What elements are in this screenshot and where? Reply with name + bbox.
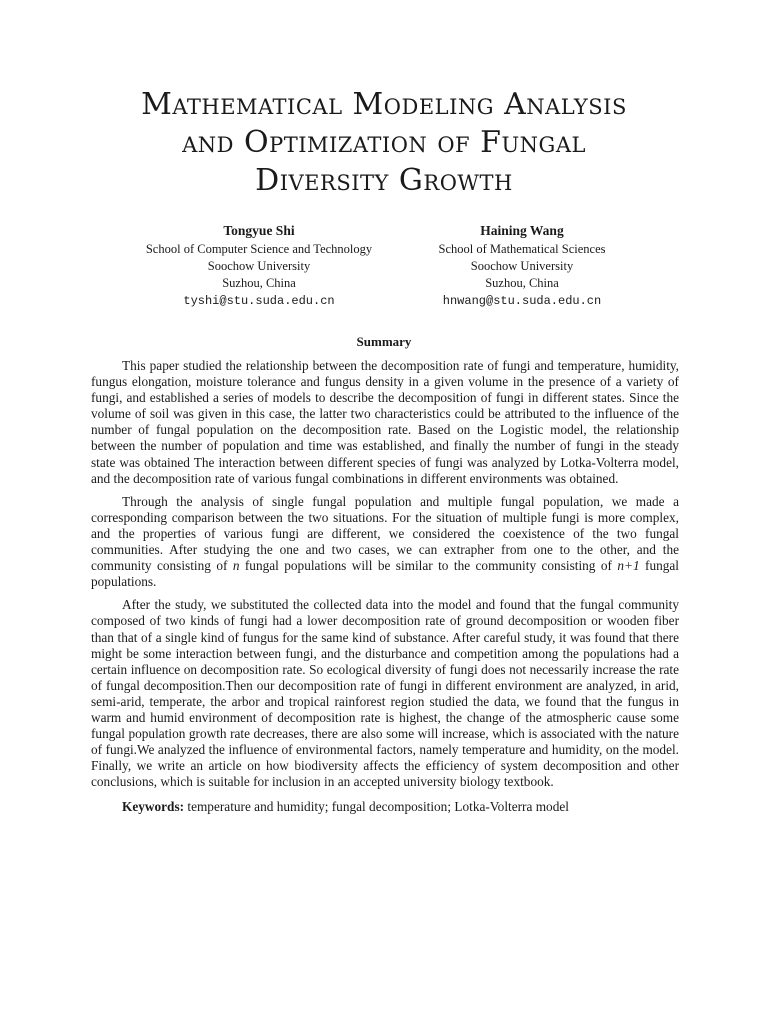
keywords-list: temperature and humidity; fungal decomposition; Lotka-Volterra model	[184, 799, 569, 815]
paper-title	[40, 86, 728, 200]
paragraph-text: fungal populations will be similar to the community consisting of	[239, 558, 618, 574]
title-line: and Optimization of Fungal	[182, 125, 586, 160]
paragraph-text: fungal populations.	[91, 558, 680, 590]
summary-paragraph-1: This paper studied the relationship between the decomposition rate of fungi and temperature, humidity, fungus elongation, moisture tolerance and fungus density in a given volume in the presence of a variety of fungi, and established a series of models to describe the decomposition of fungi in different states. Since the volume of soil was given in this case, the latter two characteristics could be attributed to the influence of the number of fungal population on the decomposition rate. Based on the Logistic model, the relationship between the number of population and time was established, and finally the number of fungi in the steady state was obtained The interaction between different species of fungi was analyzed by Lotka-Volterra model, and the decomposition rate of various fungal combinations in different environments was obtained.	[91, 358, 679, 486]
author-name: Tongyue Shi	[223, 223, 295, 238]
keywords-line	[91, 799, 679, 815]
author-location: Suzhou, China	[222, 276, 296, 290]
title-line: Diversity Growth	[255, 163, 513, 198]
title-line: Mathematical Modeling Analysis	[141, 87, 627, 122]
summary-heading: Summary	[356, 334, 412, 349]
author-email: tyshi@stu.suda.edu.cn	[183, 294, 335, 308]
summary-paragraph-3: After the study, we substituted the collected data into the model and found that the fungal community composed of two kinds of fungi had a lower decomposition rate of ground decomposition or wooden fiber than that of a single kind of fungus for the same kind of substance. After careful study, it was found that there might be some interaction between fungi, and the disturbance and competition among the populations had a certain influence on decomposition rate. So ecological diversity of fungi does not necessarily increase the rate of fungal decomposition.Then our decomposition rate of fungi in different environment are analyzed, in arid, semi-arid, temperate, the arbor and tropical rainforest region studied the data, we found that the fungus in warm and humid environment of decomposition rate is highest, the change of the atmospheric cause some fungal population growth rate decreases, there are also some will increase, which is associated with the nature of fungi.We analyzed the influence of environmental factors, namely temperature and humidity, on the model. Finally, we write an article on how biodiversity affects the efficiency of system decomposition and other conclusions, which is suitable for inclusion in an accepted university biology textbook.	[91, 597, 679, 790]
summary-body	[91, 358, 679, 823]
math-variable-n-plus-1: n+1	[617, 558, 640, 574]
summary-paragraph-2	[91, 494, 679, 591]
author-affiliation: School of Mathematical Sciences	[438, 242, 606, 256]
author-block-2	[387, 222, 657, 310]
author-location: Suzhou, China	[485, 276, 559, 290]
keywords-label: Keywords:	[122, 799, 185, 815]
author-email: hnwang@stu.suda.edu.cn	[442, 294, 602, 308]
math-variable-n: n	[232, 558, 240, 574]
paragraph-text: Through the analysis of single fungal population and multiple fungal population, we made a corresponding comparison between the two situations. For the situation of multiple fungi is more complex, and the properties of various fungi are different, we considered the coexistence of the two fungal communities. After studying the one and two cases, we can extrapher from one to the other, and the community consisting of	[91, 493, 679, 574]
author-name: Haining Wang	[480, 223, 564, 238]
author-affiliation: School of Computer Science and Technology	[145, 242, 373, 256]
author-block-1	[124, 222, 394, 310]
author-university: Soochow University	[207, 259, 311, 273]
author-university: Soochow University	[470, 259, 574, 273]
